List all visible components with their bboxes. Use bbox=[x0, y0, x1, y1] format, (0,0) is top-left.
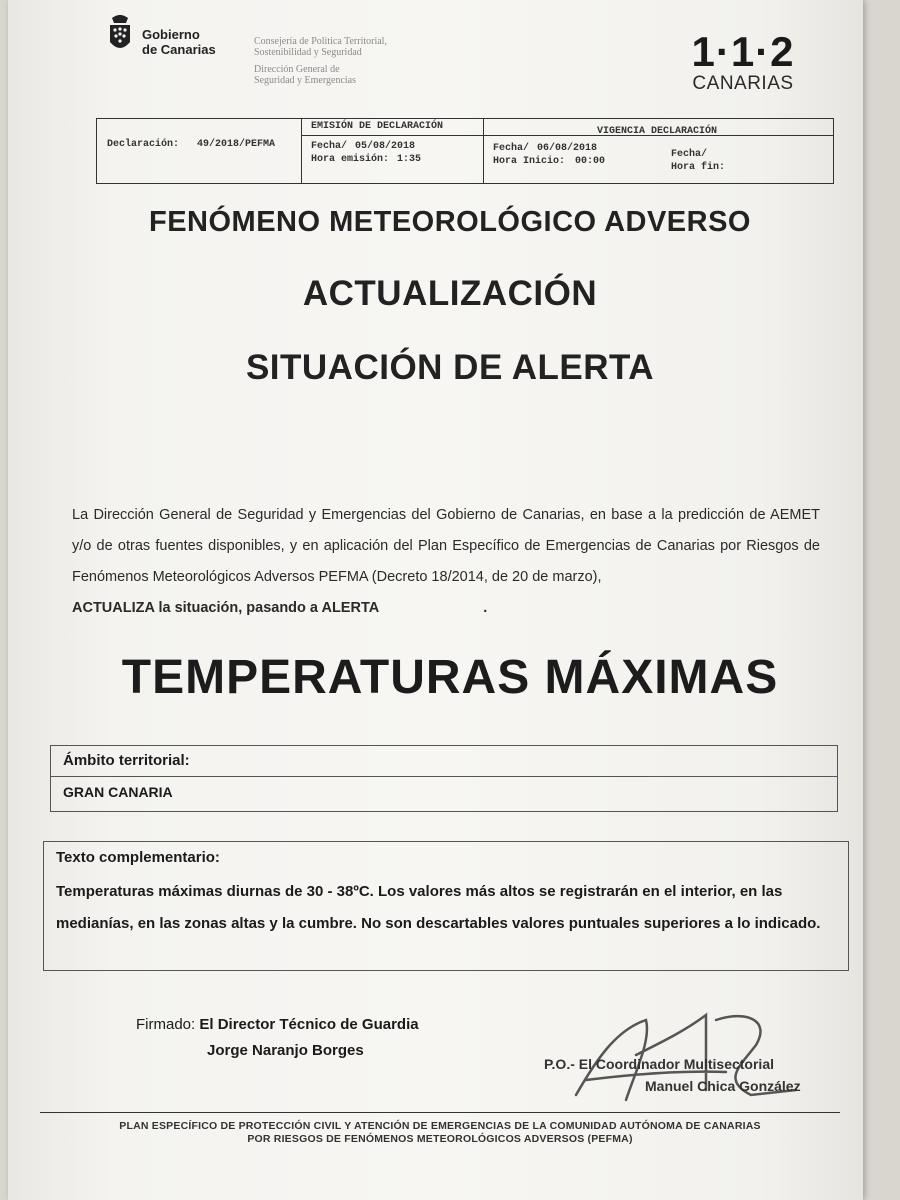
logo-112 bbox=[684, 30, 802, 94]
emision-hora-label: Hora emisión: bbox=[311, 154, 390, 165]
texto-complementario-label: Texto complementario: bbox=[56, 849, 220, 866]
po-line: P.O.- El Coordinador Multisectorial bbox=[544, 1056, 774, 1072]
direccion-text bbox=[254, 64, 356, 86]
alert-action-text: ACTUALIZA la situación, pasando a ALERTA bbox=[72, 600, 380, 616]
footer-divider bbox=[40, 1112, 840, 1113]
firmado-name: Jorge Naranjo Borges bbox=[207, 1042, 364, 1059]
emision-fecha-label: Fecha/ bbox=[311, 141, 348, 152]
gobierno-canarias-logo-text bbox=[142, 27, 216, 57]
footer-line1: PLAN ESPECÍFICO DE PROTECCIÓN CIVIL Y ATENCIÓN DE EMERGENCIAS DE LA COMUNIDAD AUTÓNOMA DE CANARIAS bbox=[119, 1120, 761, 1132]
gob-line2: de Canarias bbox=[142, 42, 216, 57]
trailing-mark: . bbox=[483, 600, 488, 616]
vigencia-hora-fin-label: Hora fin: bbox=[671, 162, 726, 173]
direccion-line1: Dirección General de bbox=[254, 64, 340, 75]
ambito-label: Ámbito territorial: bbox=[63, 752, 190, 769]
declaration-value: 49/2018/PEFMA bbox=[197, 139, 276, 150]
po-name: Manuel Chica González bbox=[645, 1078, 801, 1094]
logo-112-region: CANARIAS bbox=[692, 73, 794, 94]
gob-line1: Gobierno bbox=[142, 27, 200, 42]
emision-fecha: 05/08/2018 bbox=[355, 141, 416, 152]
title-line1: FENÓMENO METEOROLÓGICO ADVERSO bbox=[148, 206, 751, 238]
firmado-line bbox=[136, 1016, 419, 1033]
logo-112-number: 1·1·2 bbox=[691, 28, 795, 75]
vigencia-hora-inicio: 00:00 bbox=[575, 156, 606, 167]
coat-of-arms-icon bbox=[106, 14, 134, 56]
declaration-label: Declaración: bbox=[107, 139, 180, 150]
vigencia-header: VIGENCIA DECLARACIÓN bbox=[597, 126, 718, 137]
body-paragraph-text: La Dirección General de Seguridad y Emergencias del Gobierno de Canarias, en base a la predicción de AEMET y/o de otras fuentes disponibles, y en aplicación del Plan Específico de Emergencias de Canarias por Riesgos de Fenómenos Meteorológicos Adversos PEFMA (Decreto 18/2014, de 20 de marzo), bbox=[72, 507, 820, 585]
declaration-table bbox=[96, 118, 834, 184]
consejeria-line2: Sostenibilidad y Seguridad bbox=[254, 47, 362, 58]
emision-hora: 1:35 bbox=[397, 154, 422, 165]
consejeria-line1: Consejería de Política Territorial, bbox=[254, 36, 387, 47]
vigencia-fecha-fin-label: Fecha/ bbox=[671, 149, 708, 160]
consejeria-text bbox=[254, 36, 387, 58]
title-line3: SITUACIÓN DE ALERTA bbox=[245, 348, 655, 387]
vigencia-fecha: 06/08/2018 bbox=[537, 143, 598, 154]
document-page bbox=[8, 0, 863, 1200]
ambito-territorial-box bbox=[50, 745, 838, 812]
texto-complementario-box bbox=[43, 841, 849, 971]
emision-header: EMISIÓN DE DECLARACIÓN bbox=[311, 121, 444, 132]
body-paragraph bbox=[72, 500, 820, 624]
title-line2: ACTUALIZACIÓN bbox=[302, 274, 598, 313]
vigencia-hora-inicio-label: Hora Inicio: bbox=[493, 156, 566, 167]
vigencia-fecha-label: Fecha/ bbox=[493, 143, 530, 154]
ambito-value: GRAN CANARIA bbox=[63, 784, 173, 800]
footer-line2: POR RIESGOS DE FENÓMENOS METEOROLÓGICOS ADVERSOS (PEFMA) bbox=[247, 1133, 633, 1145]
firmado-role: El Director Técnico de Guardia bbox=[199, 1016, 419, 1033]
firmado-label: Firmado: bbox=[136, 1016, 196, 1033]
texto-complementario-value: Temperaturas máximas diurnas de 30 - 38ºC. Los valores más altos se registrarán en el interior, en las medianías, en las zonas altas y la cumbre. No son descartables valores puntuales superiores a lo indicado. bbox=[56, 883, 821, 932]
direccion-line2: Seguridad y Emergencias bbox=[254, 75, 357, 86]
phenomenon-title: TEMPERATURAS MÁXIMAS bbox=[121, 651, 779, 704]
